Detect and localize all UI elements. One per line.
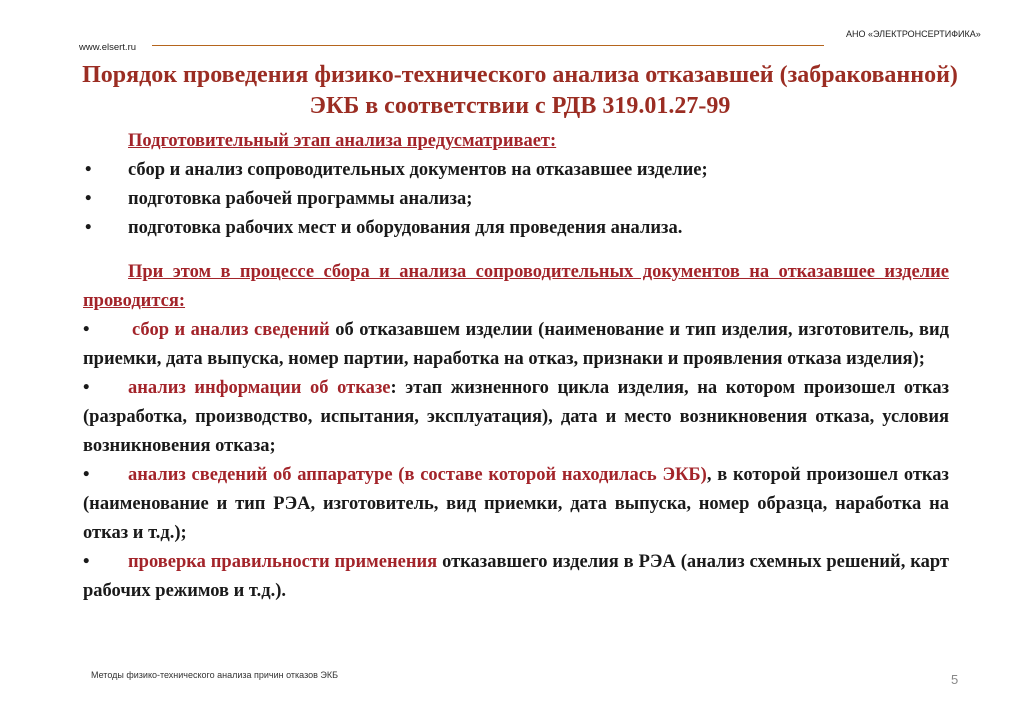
list-item: • сбор и анализ сведений об отказавшем изделии (наименование и тип изделия, изготовитель, вид приемки, дата выпуска, номер партии, наработка на отказ, признаки и проявления отказа изделия); bbox=[83, 316, 949, 374]
footer-text: Методы физико-технического анализа причин отказов ЭКБ bbox=[91, 670, 339, 680]
section-prep-heading: Подготовительный этап анализа предусматривает: bbox=[128, 131, 557, 151]
section-prep bbox=[83, 127, 949, 243]
header-divider bbox=[152, 45, 824, 46]
list-item: • анализ сведений об аппаратуре (в составе которой находилась ЭКБ), в которой произошел отказ (наименование и тип РЭА, изготовитель, вид приемки, дата выпуска, номер образца, наработка на отказ и т.д.); bbox=[83, 461, 949, 548]
list-item: • подготовка рабочей программы анализа; bbox=[83, 185, 949, 214]
bullet: • bbox=[83, 465, 90, 485]
bullet: • bbox=[83, 378, 90, 398]
slide-title: Порядок проведения физико-технического анализа отказавшей (забракованной) ЭКБ в соответствии с РДВ 319.01.27-99 bbox=[82, 62, 958, 119]
site-url: www.elsert.ru bbox=[79, 42, 137, 53]
item-highlight: проверка правильности применения bbox=[128, 552, 438, 572]
bullet: • bbox=[83, 552, 90, 572]
bullet: • bbox=[83, 320, 90, 340]
item-highlight: анализ сведений об аппаратуре (в составе которой находилась ЭКБ) bbox=[128, 465, 707, 485]
item-highlight: анализ информации об отказе bbox=[128, 378, 391, 398]
list-item: • подготовка рабочих мест и оборудования для проведения анализа. bbox=[83, 214, 949, 243]
page-number: 5 bbox=[951, 672, 959, 687]
list-item: • сбор и анализ сопроводительных документов на отказавшее изделие; bbox=[83, 156, 949, 185]
org-name: АНО «ЭЛЕКТРОНСЕРТИФИКА» bbox=[846, 29, 981, 39]
section-analysis-heading: При этом в процессе сбора и анализа сопроводительных документов на отказавшее изделие проводится: bbox=[83, 262, 949, 311]
bullet: • bbox=[85, 189, 92, 209]
section-analysis bbox=[83, 258, 949, 606]
list-item: • проверка правильности применения отказавшего изделия в РЭА (анализ схемных решений, карт рабочих режимов и т.д.). bbox=[83, 548, 949, 606]
bullet: • bbox=[85, 160, 92, 180]
bullet: • bbox=[85, 218, 92, 238]
item-highlight: сбор и анализ сведений bbox=[132, 320, 330, 340]
list-item: • анализ информации об отказе: этап жизненного цикла изделия, на котором произошел отказ (разработка, производство, испытания, эксплуатация), дата и место возникновения отказа, условия возникновения отказа; bbox=[83, 374, 949, 461]
